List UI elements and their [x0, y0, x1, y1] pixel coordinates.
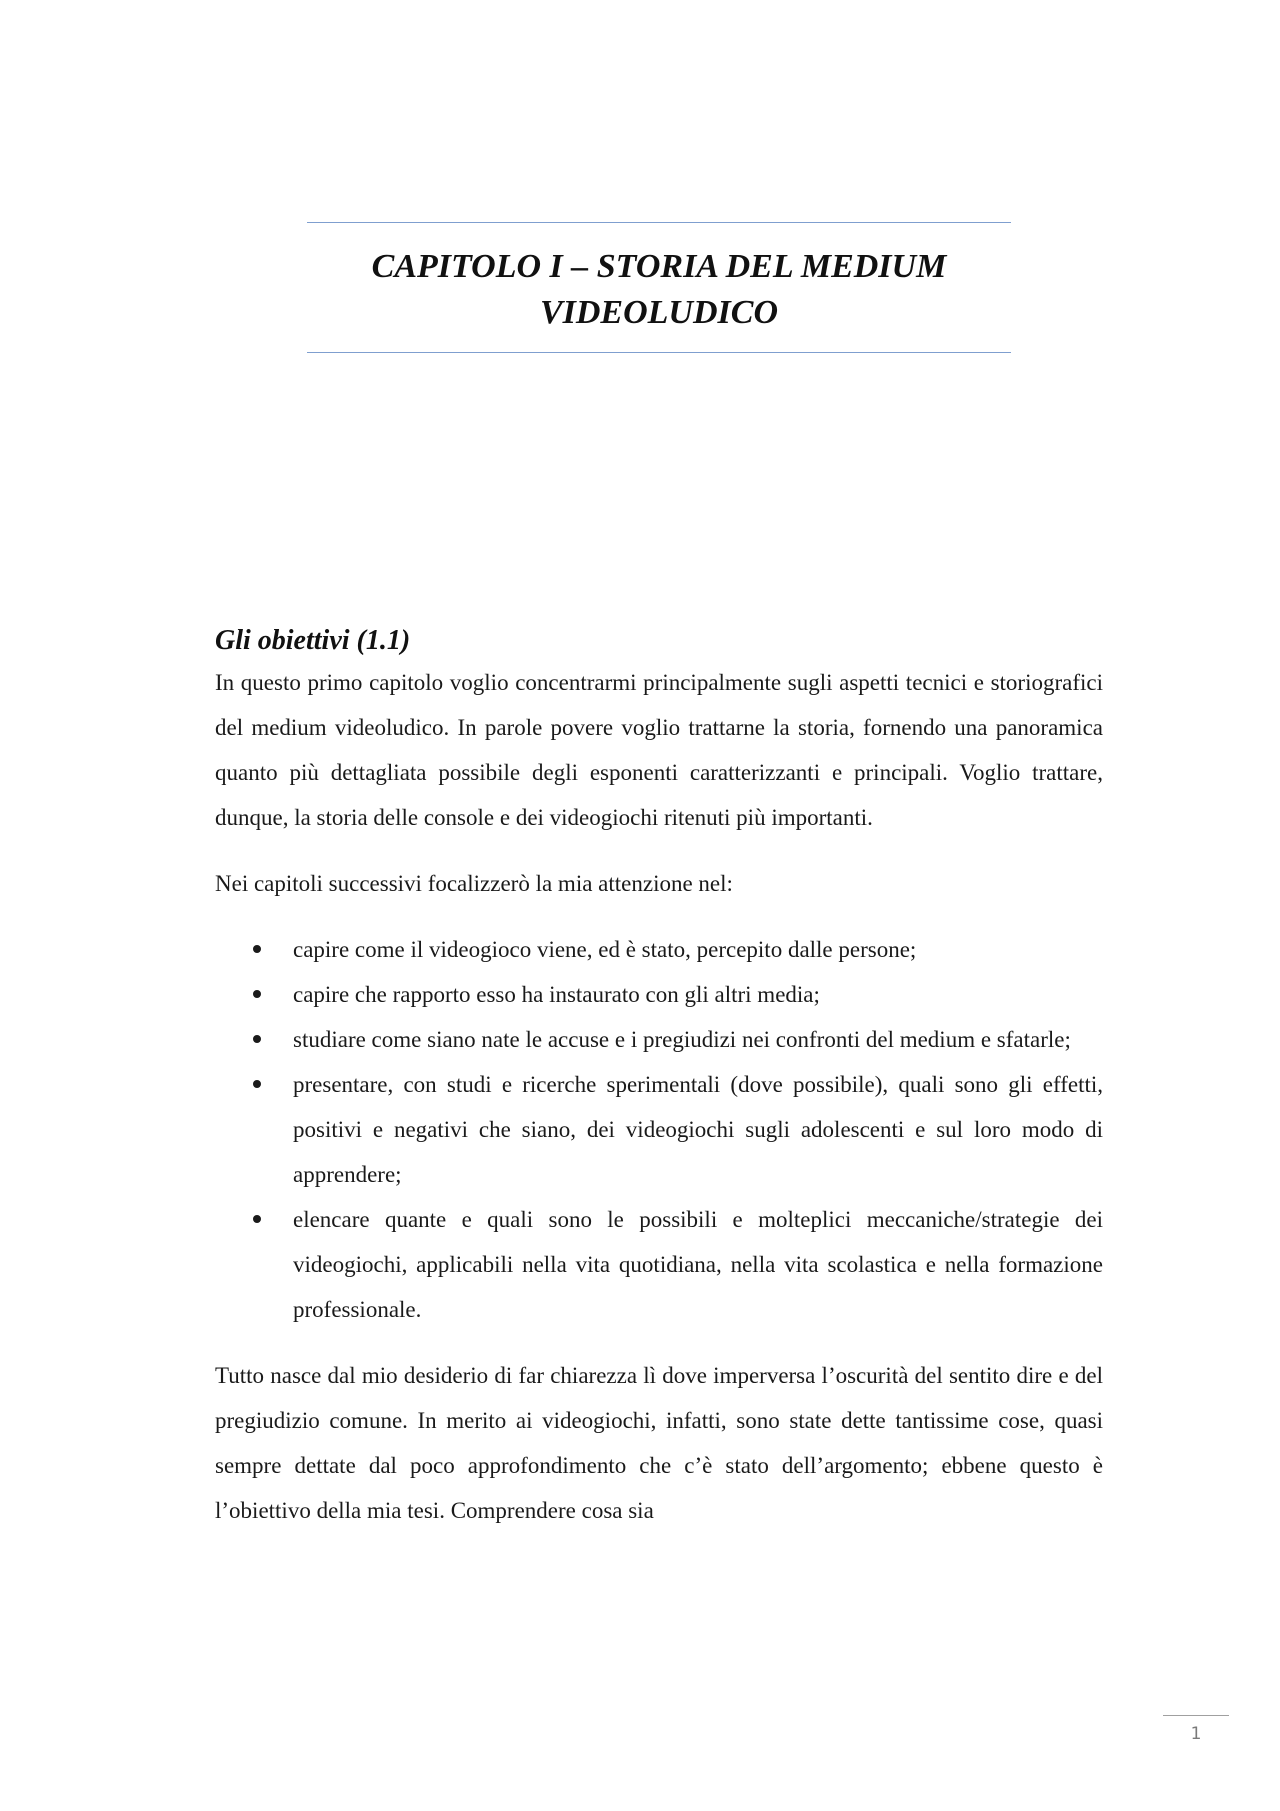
bullet-icon [253, 945, 261, 953]
list-item [215, 1197, 1103, 1332]
page-number: 1 [1190, 1724, 1202, 1744]
list-item-text: presentare, con studi e ricerche sperimentali (dove possibile), quali sono gli effetti, positivi e negativi che siano, dei videogiochi sugli adolescenti e sul loro modo di apprendere; [293, 1072, 1103, 1187]
list-item-text: studiare come siano nate le accuse e i pregiudizi nei confronti del medium e sfatarle; [293, 1027, 1071, 1052]
chapter-title-top-rule [307, 222, 1011, 223]
list-item [215, 927, 1103, 972]
bullet-icon [253, 1035, 261, 1043]
bullet-icon [253, 1080, 261, 1088]
list-item-text: elencare quante e quali sono le possibili e molteplici meccaniche/strategie dei videogiochi, applicabili nella vita quotidiana, nella vita scolastica e nella formazione professionale. [293, 1207, 1103, 1322]
chapter-title-line-1: CAPITOLO I – STORIA DEL MEDIUM [371, 248, 947, 285]
closing-paragraph: Tutto nasce dal mio desiderio di far chiarezza lì dove imperversa l’oscurità del sentito dire e del pregiudizio comune. In merito ai videogiochi, infatti, sono state dette tantissime cose, quasi sempre dettate dal poco approfondimento che c’è stato dell’argomento; ebbene questo è l’obiettivo della mia tesi. Comprendere cosa sia [215, 1363, 1103, 1523]
bullet-icon [253, 990, 261, 998]
chapter-title-line-2: VIDEOLUDICO [539, 294, 779, 331]
chapter-title-bottom-rule [307, 352, 1011, 353]
section-content [215, 621, 1103, 1533]
list-item-text: capire che rapporto esso ha instaurato con gli altri media; [293, 982, 820, 1007]
list-item-text: capire come il videogioco viene, ed è stato, percepito dalle persone; [293, 937, 917, 962]
objectives-list [215, 927, 1103, 1332]
bullet-icon [253, 1215, 261, 1223]
chapter-title [307, 244, 1011, 336]
list-item [215, 1062, 1103, 1197]
intro-paragraph: In questo primo capitolo voglio concentrarmi principalmente sugli aspetti tecnici e storiografici del medium videoludico. In parole povere voglio trattarne la storia, fornendo una panoramica quanto più dettagliata possibile degli esponenti caratterizzanti e principali. Voglio trattare, dunque, la storia delle console e dei videogiochi ritenuti più importanti. [215, 670, 1103, 830]
list-intro-paragraph: Nei capitoli successivi focalizzerò la mia attenzione nel: [215, 871, 733, 896]
list-item [215, 972, 1103, 1017]
page-number-rule [1163, 1715, 1229, 1716]
section-heading: Gli obiettivi (1.1) [215, 625, 411, 656]
list-item [215, 1017, 1103, 1062]
